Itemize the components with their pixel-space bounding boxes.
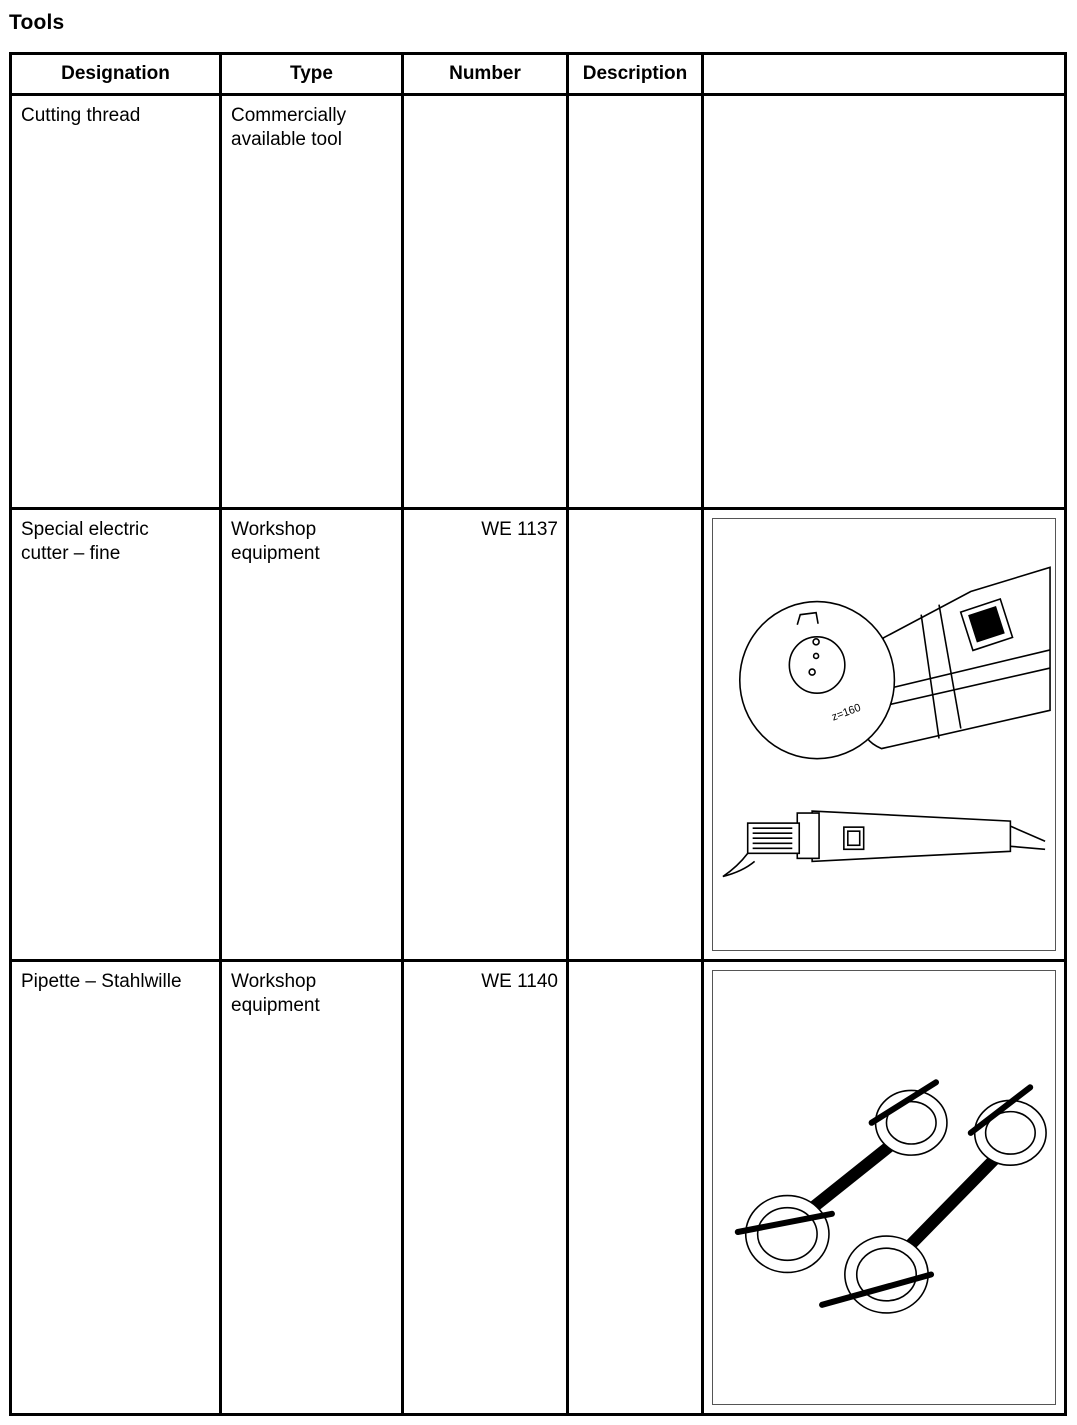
description-text — [569, 510, 701, 518]
designation-cell — [11, 509, 221, 961]
header-designation: Designation — [11, 54, 221, 95]
number-text: WE 1140 — [481, 971, 558, 992]
electric-cutter-drawing — [713, 519, 1055, 950]
table-header-row — [11, 54, 1066, 95]
number-text: WE 1137 — [481, 519, 558, 540]
description-cell — [568, 509, 703, 961]
type-cell — [221, 961, 403, 1415]
type-text: Workshop equipment — [231, 519, 320, 564]
type-text: Commercially available tool — [231, 105, 347, 150]
designation-cell — [11, 95, 221, 509]
number-cell — [403, 95, 568, 509]
table-row — [11, 961, 1066, 1415]
header-description: Description — [568, 54, 703, 95]
description-cell — [568, 961, 703, 1415]
illustration-cell — [703, 961, 1066, 1415]
table-row — [11, 509, 1066, 961]
header-number: Number — [403, 54, 568, 95]
number-cell — [403, 509, 568, 961]
number-cell — [403, 961, 568, 1415]
header-type: Type — [221, 54, 403, 95]
designation-text: Pipette – Stahlwille — [21, 971, 182, 992]
description-text — [569, 962, 701, 970]
illustration-cell — [703, 95, 1066, 509]
electric-cutter-illustration — [712, 518, 1056, 951]
type-cell — [221, 509, 403, 961]
table-row — [11, 95, 1066, 509]
page-title: Tools — [9, 11, 65, 34]
designation-cell — [11, 961, 221, 1415]
suction-cup-drawing — [713, 971, 1055, 1404]
blade-marking-text: z=160 — [830, 701, 863, 724]
designation-text: Special electric cutter – fine — [21, 519, 149, 564]
suction-cup-lifters-illustration — [712, 970, 1056, 1405]
number-text — [404, 96, 566, 104]
type-text: Workshop equipment — [231, 971, 320, 1016]
description-text — [569, 96, 701, 104]
description-cell — [568, 95, 703, 509]
tools-table — [9, 52, 1067, 1416]
type-cell — [221, 95, 403, 509]
designation-text: Cutting thread — [21, 105, 141, 126]
header-illustration — [703, 54, 1066, 95]
illustration-cell — [703, 509, 1066, 961]
